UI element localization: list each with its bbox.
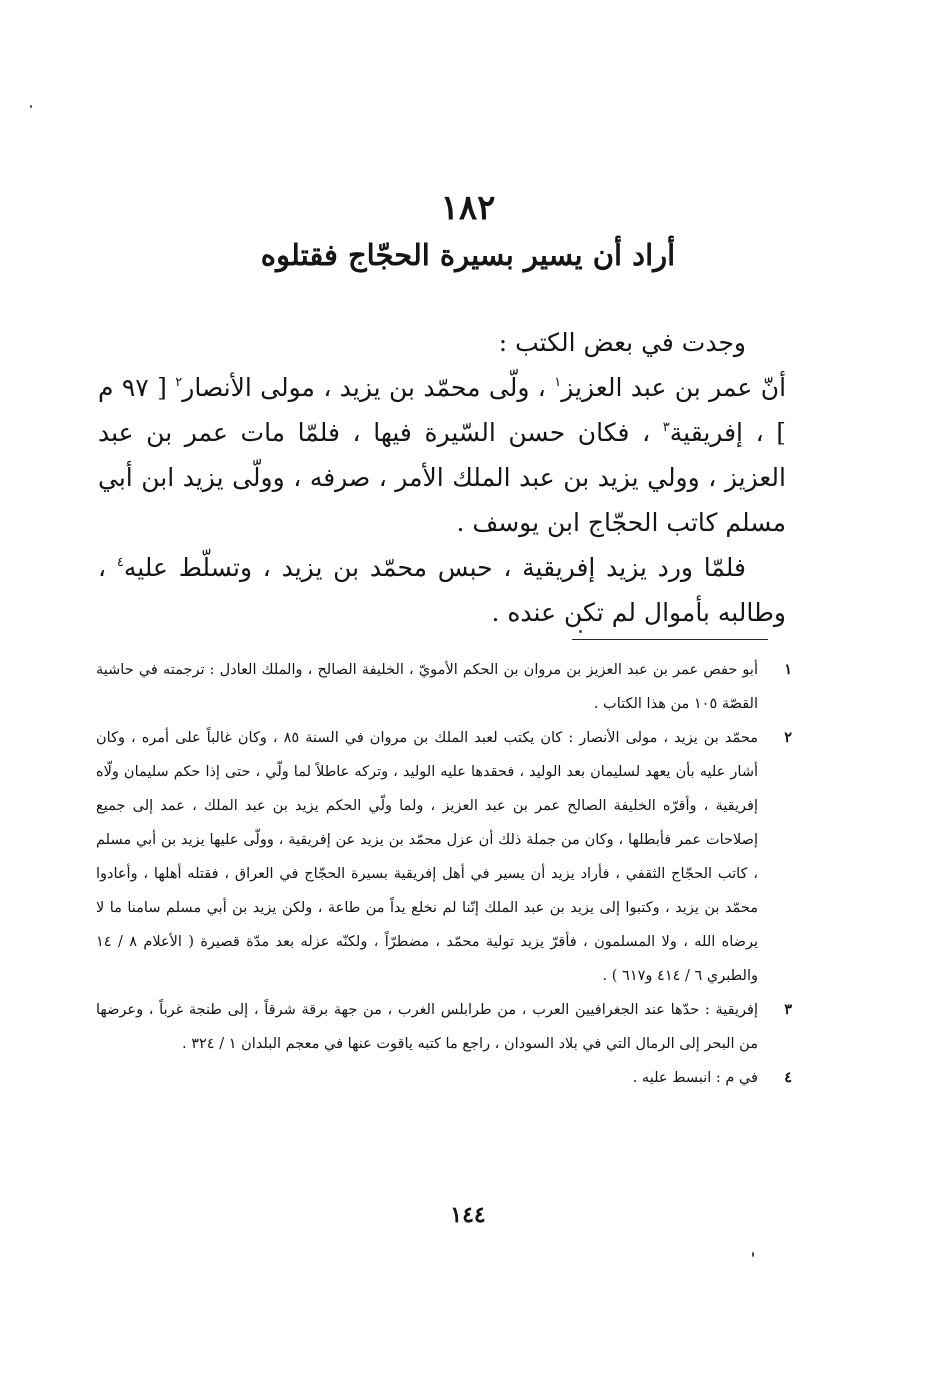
paragraph-1-part-b: ، ولّى محمّد بن يزيد ، مولى الأنصار [182, 373, 546, 402]
paragraph-1-part-c: [ ٩٧ م ] ، إفريقية [98, 373, 787, 447]
paragraph-1 [98, 365, 786, 545]
paragraph-2-part-a: فلمّا ورد يزيد إفريقية ، حبس محمّد بن يزيد ، وتسلّط عليه [123, 553, 747, 582]
page-number: ١٤٤ [450, 1202, 486, 1228]
footnote-2 [96, 721, 792, 993]
scan-speck [752, 1252, 754, 1257]
footnote-text: أبو حفص عمر بن عبد العزيز بن مروان بن الحكم الأمويّ ، الخليفة الصالح ، والملك العادل : ترجمته في حاشية القصّة ١٠٥ من هذا الكتاب . [96, 662, 758, 712]
footnote-1 [96, 653, 792, 721]
story-body [98, 320, 786, 635]
scan-speck [30, 105, 32, 108]
paragraph-1-part-a: أنّ عمر بن عبد العزيز [561, 373, 787, 402]
footnote-number: ٢ [784, 729, 792, 746]
footnote-number: ١ [784, 661, 792, 678]
intro-line: وجدت في بعض الكتب : [498, 328, 746, 357]
paragraph-2-part-b: ، وطالبه بأموال لم تكن عنده . [98, 553, 786, 627]
footnote-text: في م : انبسط عليه . [632, 1070, 758, 1086]
footnote-number: ٤ [784, 1069, 792, 1086]
footnote-ref-1: ١ [554, 375, 562, 390]
scan-speck [579, 630, 582, 633]
footnote-4 [96, 1061, 792, 1095]
footnote-ref-3: ٣ [662, 420, 670, 435]
paragraph-1-part-d: ، فكان حسن السّيرة فيها ، فلمّا مات عمر بن عبد العزيز ، وولي يزيد بن عبد الملك الأمر ، صرفه ، وولّى يزيد ابن أبي مسلم كاتب الحجّاج ابن يوسف . [98, 418, 786, 537]
footnote-text: محمّد بن يزيد ، مولى الأنصار : كان يكتب لعبد الملك بن مروان في السنة ٨٥ ، وكان غالباً على أمره ، وكان أشار عليه بأن يعهد لسليمان بعد الوليد ، فحقدها عليه الوليد ، وتركه عاطلاً لما ولّي ، حتى إذا حكم سليمان ولّاه إفريقية ، وأقرّه الخليفة الصالح عمر بن عبد العزيز ، ولما ولّي الحكم يزيد بن عبد الملك ، عمد إلى جميع إصلاحات عمر فأبطلها ، وكان من جملة ذلك أن عزل محمّد بن يزيد عن إفريقية ، وولّى عليها يزيد بن أبي مسلم ، كاتب الحجّاج الثقفي ، فأراد يزيد أن يسير في أهل إفريقية بسيرة الحجّاج في العراق ، فقتله أهلها ، وأعادوا محمّد بن يزيد ، وكتبوا إلى يزيد بن عبد الملك إنّنا لم نخلع يداً من طاعة ، ولكن يزيد بن أبي مسلم سامنا ما لا يرضاه الله ، ولا المسلمون ، فأقرّ يزيد تولية محمّد ، مضطرّاً ، ولكنّه عزله بعد مدّة قصيرة ( الأعلام ٨ / ١٤ والطبري ٦ / ٤١٤ و٦١٧ ) . [96, 730, 758, 984]
story-title: أراد أن يسير بسيرة الحجّاج فقتلوه [260, 238, 676, 272]
footnote-ref-4: ٤ [116, 555, 124, 570]
footnote-separator [572, 639, 768, 640]
footnote-3 [96, 993, 792, 1061]
footnotes [96, 653, 792, 1095]
footnote-ref-2: ٢ [175, 375, 183, 390]
story-number: ١٨٢ [440, 188, 496, 228]
paragraph-2 [98, 545, 786, 635]
footnote-text: إفريقية : حدّها عند الجغرافيين العرب ، من طرابلس الغرب ، من جهة برقة شرقاً ، إلى طنجة غرباً ، وعرضها من البحر إلى الرمال التي في بلاد السودان ، راجع ما كتبه ياقوت عنها في معجم البلدان ١ / ٣٢٤ . [96, 1002, 758, 1052]
footnote-number: ٣ [784, 1001, 792, 1018]
